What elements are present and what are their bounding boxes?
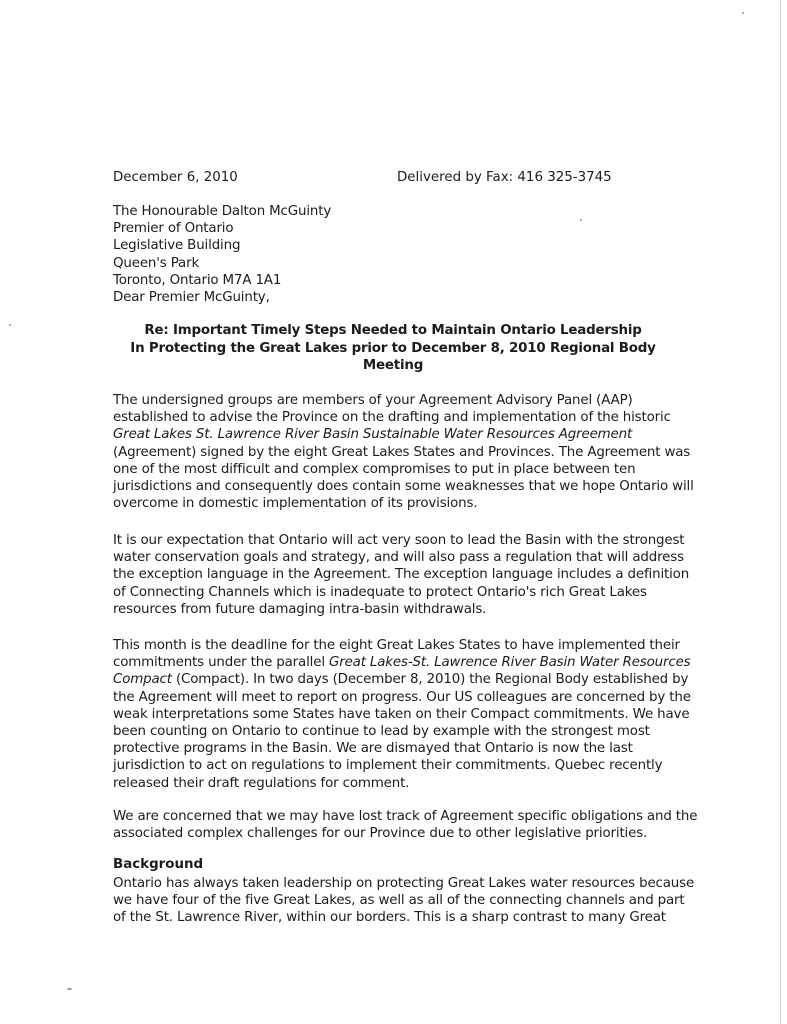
compact-title-italic: Compact [113, 672, 172, 688]
scan-speck [67, 988, 72, 990]
scan-speck [9, 324, 11, 326]
text-line: established to advise the Province on the drafting and implementation of the historic [113, 410, 671, 426]
text-line: released their draft regulations for comment. [113, 775, 410, 791]
background-heading: Background [113, 857, 204, 872]
text-line: associated complex challenges for our Province due to other legislative priorities. [113, 826, 648, 842]
text-line: (Agreement) signed by the eight Great Lakes States and Provinces. The Agreement was [113, 444, 691, 460]
agreement-title [113, 426, 673, 443]
scan-speck [742, 12, 744, 14]
subject-line: Re: Important Timely Steps Needed to Maintain Ontario Leadership [144, 323, 642, 338]
text-line: This month is the deadline for the eight Great Lakes States to have implemented their [113, 638, 680, 653]
scan-speck [580, 219, 582, 221]
paragraph-5 [113, 875, 695, 927]
page-edge [780, 0, 781, 1024]
letter-date: December 6, 2010 [113, 170, 238, 185]
agreement-title-italic: Great Lakes St. Lawrence River Basin Sustainable Water Resources Agreement [113, 427, 633, 443]
text-line: protective programs in the Basin. We are dismayed that Ontario is now the last [113, 741, 633, 757]
text-line: The undersigned groups are members of your Agreement Advisory Panel (AAP) [113, 393, 633, 408]
paragraph-4 [113, 808, 698, 842]
address-line: Toronto, Ontario M7A 1A1 [113, 272, 282, 288]
recipient-address [113, 203, 673, 306]
paragraph-1 [113, 392, 694, 512]
text-line: one of the most difficult and complex compromises to put in place between ten [113, 461, 636, 477]
text-line: We are concerned that we may have lost track of Agreement specific obligations and the [113, 809, 698, 824]
text-line: we have four of the five Great Lakes, as well as all of the connecting channels and part [113, 893, 685, 909]
salutation: Dear Premier McGuinty, [113, 290, 270, 306]
text-line: jurisdictions and consequently does contain some weaknesses that we hope Ontario will [113, 479, 694, 495]
address-line: Premier of Ontario [113, 221, 234, 237]
text-line-mixed [113, 671, 689, 688]
address-line: The Honourable Dalton McGuinty [113, 204, 332, 219]
text-segment: commitments under the parallel [113, 655, 329, 671]
text-line: overcome in domestic implementation of its provisions. [113, 496, 478, 512]
paragraph-2 [113, 532, 690, 618]
text-line: of Connecting Channels which is inadequate to protect Ontario's rich Great Lakes [113, 584, 647, 600]
text-segment: (Compact). In two days (December 8, 2010) the Regional Body established by [171, 672, 689, 688]
text-line: the Agreement will meet to report on progress. Our US colleagues are concerned by the [113, 689, 691, 705]
text-line: weak interpretations some States have taken on their Compact commitments. We have [113, 706, 690, 722]
text-line: jurisdiction to act on regulations to implement their commitments. Quebec recently [113, 758, 663, 774]
text-line: water conservation goals and strategy, and will also pass a regulation that will address [113, 550, 684, 566]
text-line: of the St. Lawrence River, within our borders. This is a sharp contrast to many Great [113, 910, 666, 926]
subject-line: Meeting [362, 358, 424, 373]
letter-header [113, 170, 673, 188]
paragraph-3 [113, 637, 691, 792]
text-line: the exception language in the Agreement. The exception language includes a definition [113, 567, 690, 583]
text-line: resources from future damaging intra-basin withdrawals. [113, 601, 487, 617]
address-line: Queen's Park [113, 255, 200, 271]
address-line: Legislative Building [113, 238, 241, 254]
compact-title-italic: Great Lakes-St. Lawrence River Basin Water Resources [329, 655, 691, 671]
subject-line: In Protecting the Great Lakes prior to December 8, 2010 Regional Body [130, 340, 656, 356]
text-line: It is our expectation that Ontario will act very soon to lead the Basin with the strongest [113, 533, 685, 548]
text-line: Ontario has always taken leadership on protecting Great Lakes water resources because [113, 876, 695, 891]
subject-heading [113, 322, 673, 375]
text-line: been counting on Ontario to continue to lead by example with the strongest most [113, 724, 650, 740]
text-line-mixed [113, 654, 691, 671]
delivery-note: Delivered by Fax: 416 325-3745 [397, 170, 612, 185]
